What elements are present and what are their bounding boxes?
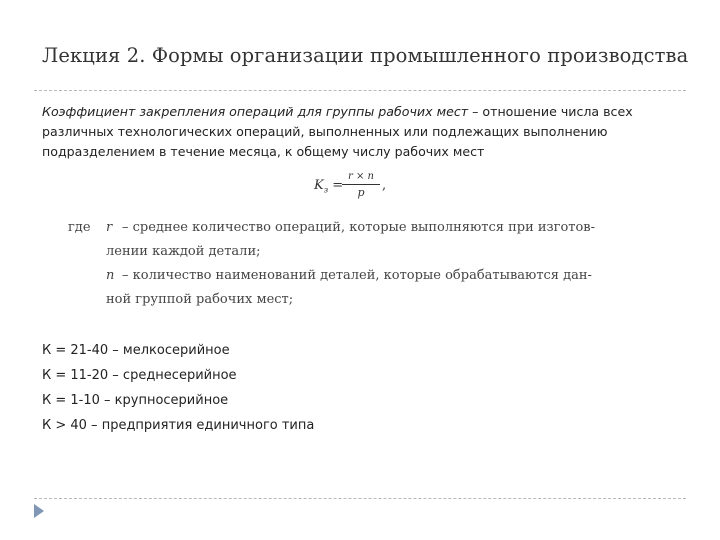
definition-line-1 bbox=[42, 102, 682, 122]
legend-text: – среднее количество операций, которые выполняются при изготов- bbox=[122, 220, 596, 235]
triangle-right-icon bbox=[34, 504, 44, 518]
formula-symbol: K bbox=[314, 178, 324, 193]
legend-text: – количество наименований деталей, которые обрабатываются дан- bbox=[122, 268, 592, 283]
slide-title: Лекция 2. Формы организации промышленного производства bbox=[42, 44, 689, 67]
legend-symbol: r bbox=[106, 220, 113, 235]
definition-line-2: различных технологических операций, выполненных или подлежащих выполнению bbox=[42, 124, 608, 139]
legend-row bbox=[68, 264, 628, 288]
formula-equals: = bbox=[328, 178, 344, 193]
formula-legend bbox=[68, 216, 628, 312]
footer-divider bbox=[34, 498, 686, 499]
legend-row bbox=[68, 216, 628, 240]
title-divider bbox=[34, 90, 686, 91]
legend-symbol: n bbox=[106, 268, 115, 283]
series-type-item: К = 11-20 – среднесерийное bbox=[42, 368, 237, 383]
legend-row-continuation bbox=[68, 240, 628, 264]
definition-term: Коэффициент закрепления операций для группы рабочих мест bbox=[42, 104, 469, 119]
formula-fraction bbox=[342, 170, 380, 199]
definition-line-3: подразделением в течение месяца, к общему числу рабочих мест bbox=[42, 144, 485, 159]
formula-lhs bbox=[314, 178, 343, 195]
series-type-item: К > 40 – предприятия единичного типа bbox=[42, 418, 315, 433]
legend-continuation: ной группой рабочих мест; bbox=[106, 292, 294, 307]
legend-where-label: где bbox=[68, 220, 91, 235]
triangle-right-icon-shape bbox=[34, 504, 44, 518]
formula-subscript: з bbox=[323, 185, 329, 195]
formula-denominator: p bbox=[357, 186, 365, 199]
formula-numerator: r × n bbox=[348, 171, 374, 182]
definition-paragraph bbox=[42, 102, 682, 162]
series-type-item: К = 1-10 – крупносерийное bbox=[42, 393, 229, 408]
legend-continuation: лении каждой детали; bbox=[106, 244, 261, 259]
legend-row-continuation bbox=[68, 288, 628, 312]
formula-fraction-bar bbox=[342, 184, 380, 185]
series-type-list bbox=[42, 338, 314, 438]
formula-comma: , bbox=[382, 178, 387, 193]
definition-text: – отношение числа всех bbox=[468, 104, 633, 119]
series-type-item: К = 21-40 – мелкосерийное bbox=[42, 343, 230, 358]
